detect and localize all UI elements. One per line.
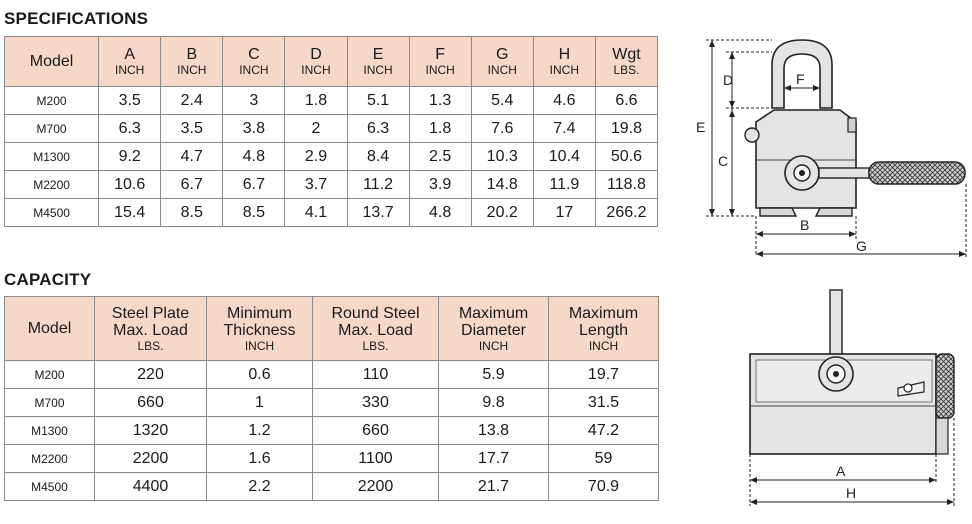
- table-row: [5, 199, 658, 227]
- header-name: Model: [29, 53, 74, 70]
- value-cell: 7.4: [533, 115, 595, 143]
- header-unit: LBS.: [137, 338, 164, 353]
- dimension-label-e: E: [696, 119, 706, 135]
- value-cell: 20.2: [471, 199, 533, 227]
- value-cell: 3.8: [223, 115, 285, 143]
- header-name: Wgt: [612, 46, 641, 63]
- cap-header-max-length: [549, 297, 659, 361]
- value-cell: 70.9: [549, 473, 659, 501]
- header-line: Minimum: [227, 304, 292, 322]
- dimension-label-d: D: [723, 72, 734, 88]
- model-cell: M700: [5, 115, 99, 143]
- value-cell: 660: [95, 389, 207, 417]
- value-cell: 1.6: [207, 445, 313, 473]
- header-line: Max. Load: [338, 321, 413, 339]
- header-name: H: [558, 46, 571, 63]
- value-cell: 2200: [95, 445, 207, 473]
- value-cell: 6.7: [223, 171, 285, 199]
- header-line: Round Steel: [331, 304, 420, 322]
- value-cell: 3: [223, 87, 285, 115]
- header-name: F: [435, 46, 446, 63]
- header-line: Thickness: [223, 321, 296, 339]
- value-cell: 5.4: [471, 87, 533, 115]
- spec-header-wgt: [595, 37, 657, 87]
- model-cell: M2200: [5, 171, 99, 199]
- value-cell: 47.2: [549, 417, 659, 445]
- table-row: [5, 473, 659, 501]
- model-cell: M700: [5, 389, 95, 417]
- value-cell: 2.5: [409, 143, 471, 171]
- value-cell: 1: [207, 389, 313, 417]
- header-unit: INCH: [425, 63, 455, 77]
- header-unit: INCH: [301, 63, 331, 77]
- dimension-label-f: F: [796, 71, 805, 87]
- header-name: A: [124, 46, 136, 63]
- value-cell: 31.5: [549, 389, 659, 417]
- value-cell: 59: [549, 445, 659, 473]
- value-cell: 7.6: [471, 115, 533, 143]
- model-cell: M200: [5, 361, 95, 389]
- header-line: Steel Plate: [111, 304, 190, 322]
- header-name: D: [310, 46, 322, 63]
- header-unit: INCH: [244, 338, 275, 353]
- dimension-label-c: C: [718, 153, 729, 169]
- header-unit: INCH: [363, 63, 393, 77]
- magnet-body-front: [750, 290, 954, 454]
- model-cell: M4500: [5, 473, 95, 501]
- cap-header-max-diameter: [439, 297, 549, 361]
- value-cell: 21.7: [439, 473, 549, 501]
- value-cell: 4.8: [223, 143, 285, 171]
- value-cell: 17: [533, 199, 595, 227]
- value-cell: 6.3: [347, 115, 409, 143]
- cap-header-round-steel: [313, 297, 439, 361]
- value-cell: 0.6: [207, 361, 313, 389]
- specifications-table: [4, 36, 658, 227]
- model-cell: M200: [5, 87, 99, 115]
- model-cell: M4500: [5, 199, 99, 227]
- value-cell: 4.7: [161, 143, 223, 171]
- table-row: [5, 445, 659, 473]
- value-cell: 17.7: [439, 445, 549, 473]
- value-cell: 2.9: [285, 143, 347, 171]
- value-cell: 2200: [313, 473, 439, 501]
- header-unit: INCH: [478, 338, 509, 353]
- header-line: Length: [579, 321, 628, 339]
- model-cell: M1300: [5, 417, 95, 445]
- spec-header-d: [285, 37, 347, 87]
- value-cell: 19.7: [549, 361, 659, 389]
- header-name: E: [372, 46, 384, 63]
- cap-header-steel-plate: [95, 297, 207, 361]
- specifications-title: SPECIFICATIONS: [4, 9, 149, 28]
- table-row: [5, 361, 659, 389]
- header-name: G: [496, 46, 509, 63]
- spec-header-c: [223, 37, 285, 87]
- value-cell: 8.5: [161, 199, 223, 227]
- value-cell: 1.8: [285, 87, 347, 115]
- value-cell: 10.4: [533, 143, 595, 171]
- spec-header-b: [161, 37, 223, 87]
- value-cell: 50.6: [595, 143, 657, 171]
- spec-header-e: [347, 37, 409, 87]
- table-row: [5, 115, 658, 143]
- spec-header-f: [409, 37, 471, 87]
- header-line: Max. Load: [113, 321, 188, 339]
- dimension-label-b: B: [800, 217, 810, 233]
- value-cell: 13.8: [439, 417, 549, 445]
- table-row: [5, 171, 658, 199]
- value-cell: 9.8: [439, 389, 549, 417]
- value-cell: 3.5: [161, 115, 223, 143]
- dimension-label-g: G: [856, 238, 867, 254]
- value-cell: 4400: [95, 473, 207, 501]
- magnet-body: [745, 40, 965, 216]
- table-row: [5, 87, 658, 115]
- value-cell: 2.4: [161, 87, 223, 115]
- value-cell: 1100: [313, 445, 439, 473]
- header-unit: INCH: [549, 63, 580, 77]
- value-cell: 11.2: [347, 171, 409, 199]
- header-unit: INCH: [487, 63, 517, 77]
- value-cell: 6.6: [595, 87, 657, 115]
- header-line: Maximum: [568, 304, 639, 322]
- header-line: Model: [27, 320, 72, 337]
- capacity-header-row: [5, 297, 659, 361]
- cap-header-model: [5, 297, 95, 361]
- header-unit: INCH: [177, 63, 207, 77]
- spec-header-h: [533, 37, 595, 87]
- value-cell: 118.8: [595, 171, 657, 199]
- value-cell: 330: [313, 389, 439, 417]
- value-cell: 9.2: [99, 143, 161, 171]
- header-unit: INCH: [115, 63, 145, 77]
- value-cell: 3.9: [409, 171, 471, 199]
- dimension-label-h: H: [846, 485, 857, 501]
- spec-header-model: [5, 37, 99, 87]
- front-view-drawing: [736, 284, 972, 520]
- capacity-title: CAPACITY: [4, 270, 92, 289]
- value-cell: 4.1: [285, 199, 347, 227]
- value-cell: 8.4: [347, 143, 409, 171]
- spec-header-g: [471, 37, 533, 87]
- value-cell: 3.5: [99, 87, 161, 115]
- header-line: Maximum: [458, 304, 529, 322]
- spec-header-a: [99, 37, 161, 87]
- value-cell: 5.9: [439, 361, 549, 389]
- value-cell: 13.7: [347, 199, 409, 227]
- value-cell: 10.6: [99, 171, 161, 199]
- table-row: [5, 143, 658, 171]
- spec-header-row: [5, 37, 658, 87]
- cap-header-min-thickness: [207, 297, 313, 361]
- value-cell: 8.5: [223, 199, 285, 227]
- table-row: [5, 389, 659, 417]
- value-cell: 2: [285, 115, 347, 143]
- value-cell: 1.3: [409, 87, 471, 115]
- value-cell: 3.7: [285, 171, 347, 199]
- header-unit: INCH: [239, 63, 269, 77]
- value-cell: 220: [95, 361, 207, 389]
- value-cell: 10.3: [471, 143, 533, 171]
- value-cell: 15.4: [99, 199, 161, 227]
- value-cell: 19.8: [595, 115, 657, 143]
- value-cell: 6.7: [161, 171, 223, 199]
- header-unit: LBS.: [362, 338, 389, 353]
- value-cell: 6.3: [99, 115, 161, 143]
- value-cell: 1.2: [207, 417, 313, 445]
- value-cell: 4.6: [533, 87, 595, 115]
- value-cell: 1.8: [409, 115, 471, 143]
- capacity-table: [4, 296, 659, 501]
- model-cell: M2200: [5, 445, 95, 473]
- value-cell: 5.1: [347, 87, 409, 115]
- header-unit: LBS.: [613, 63, 640, 77]
- model-cell: M1300: [5, 143, 99, 171]
- value-cell: 110: [313, 361, 439, 389]
- header-name: C: [248, 46, 260, 63]
- value-cell: 1320: [95, 417, 207, 445]
- value-cell: 660: [313, 417, 439, 445]
- table-row: [5, 417, 659, 445]
- header-unit: INCH: [588, 338, 619, 353]
- header-name: B: [186, 46, 198, 63]
- value-cell: 14.8: [471, 171, 533, 199]
- value-cell: 266.2: [595, 199, 657, 227]
- dimension-label-a: A: [836, 463, 846, 479]
- side-view-drawing: [680, 30, 972, 262]
- header-line: Diameter: [461, 321, 526, 339]
- value-cell: 2.2: [207, 473, 313, 501]
- value-cell: 4.8: [409, 199, 471, 227]
- value-cell: 11.9: [533, 171, 595, 199]
